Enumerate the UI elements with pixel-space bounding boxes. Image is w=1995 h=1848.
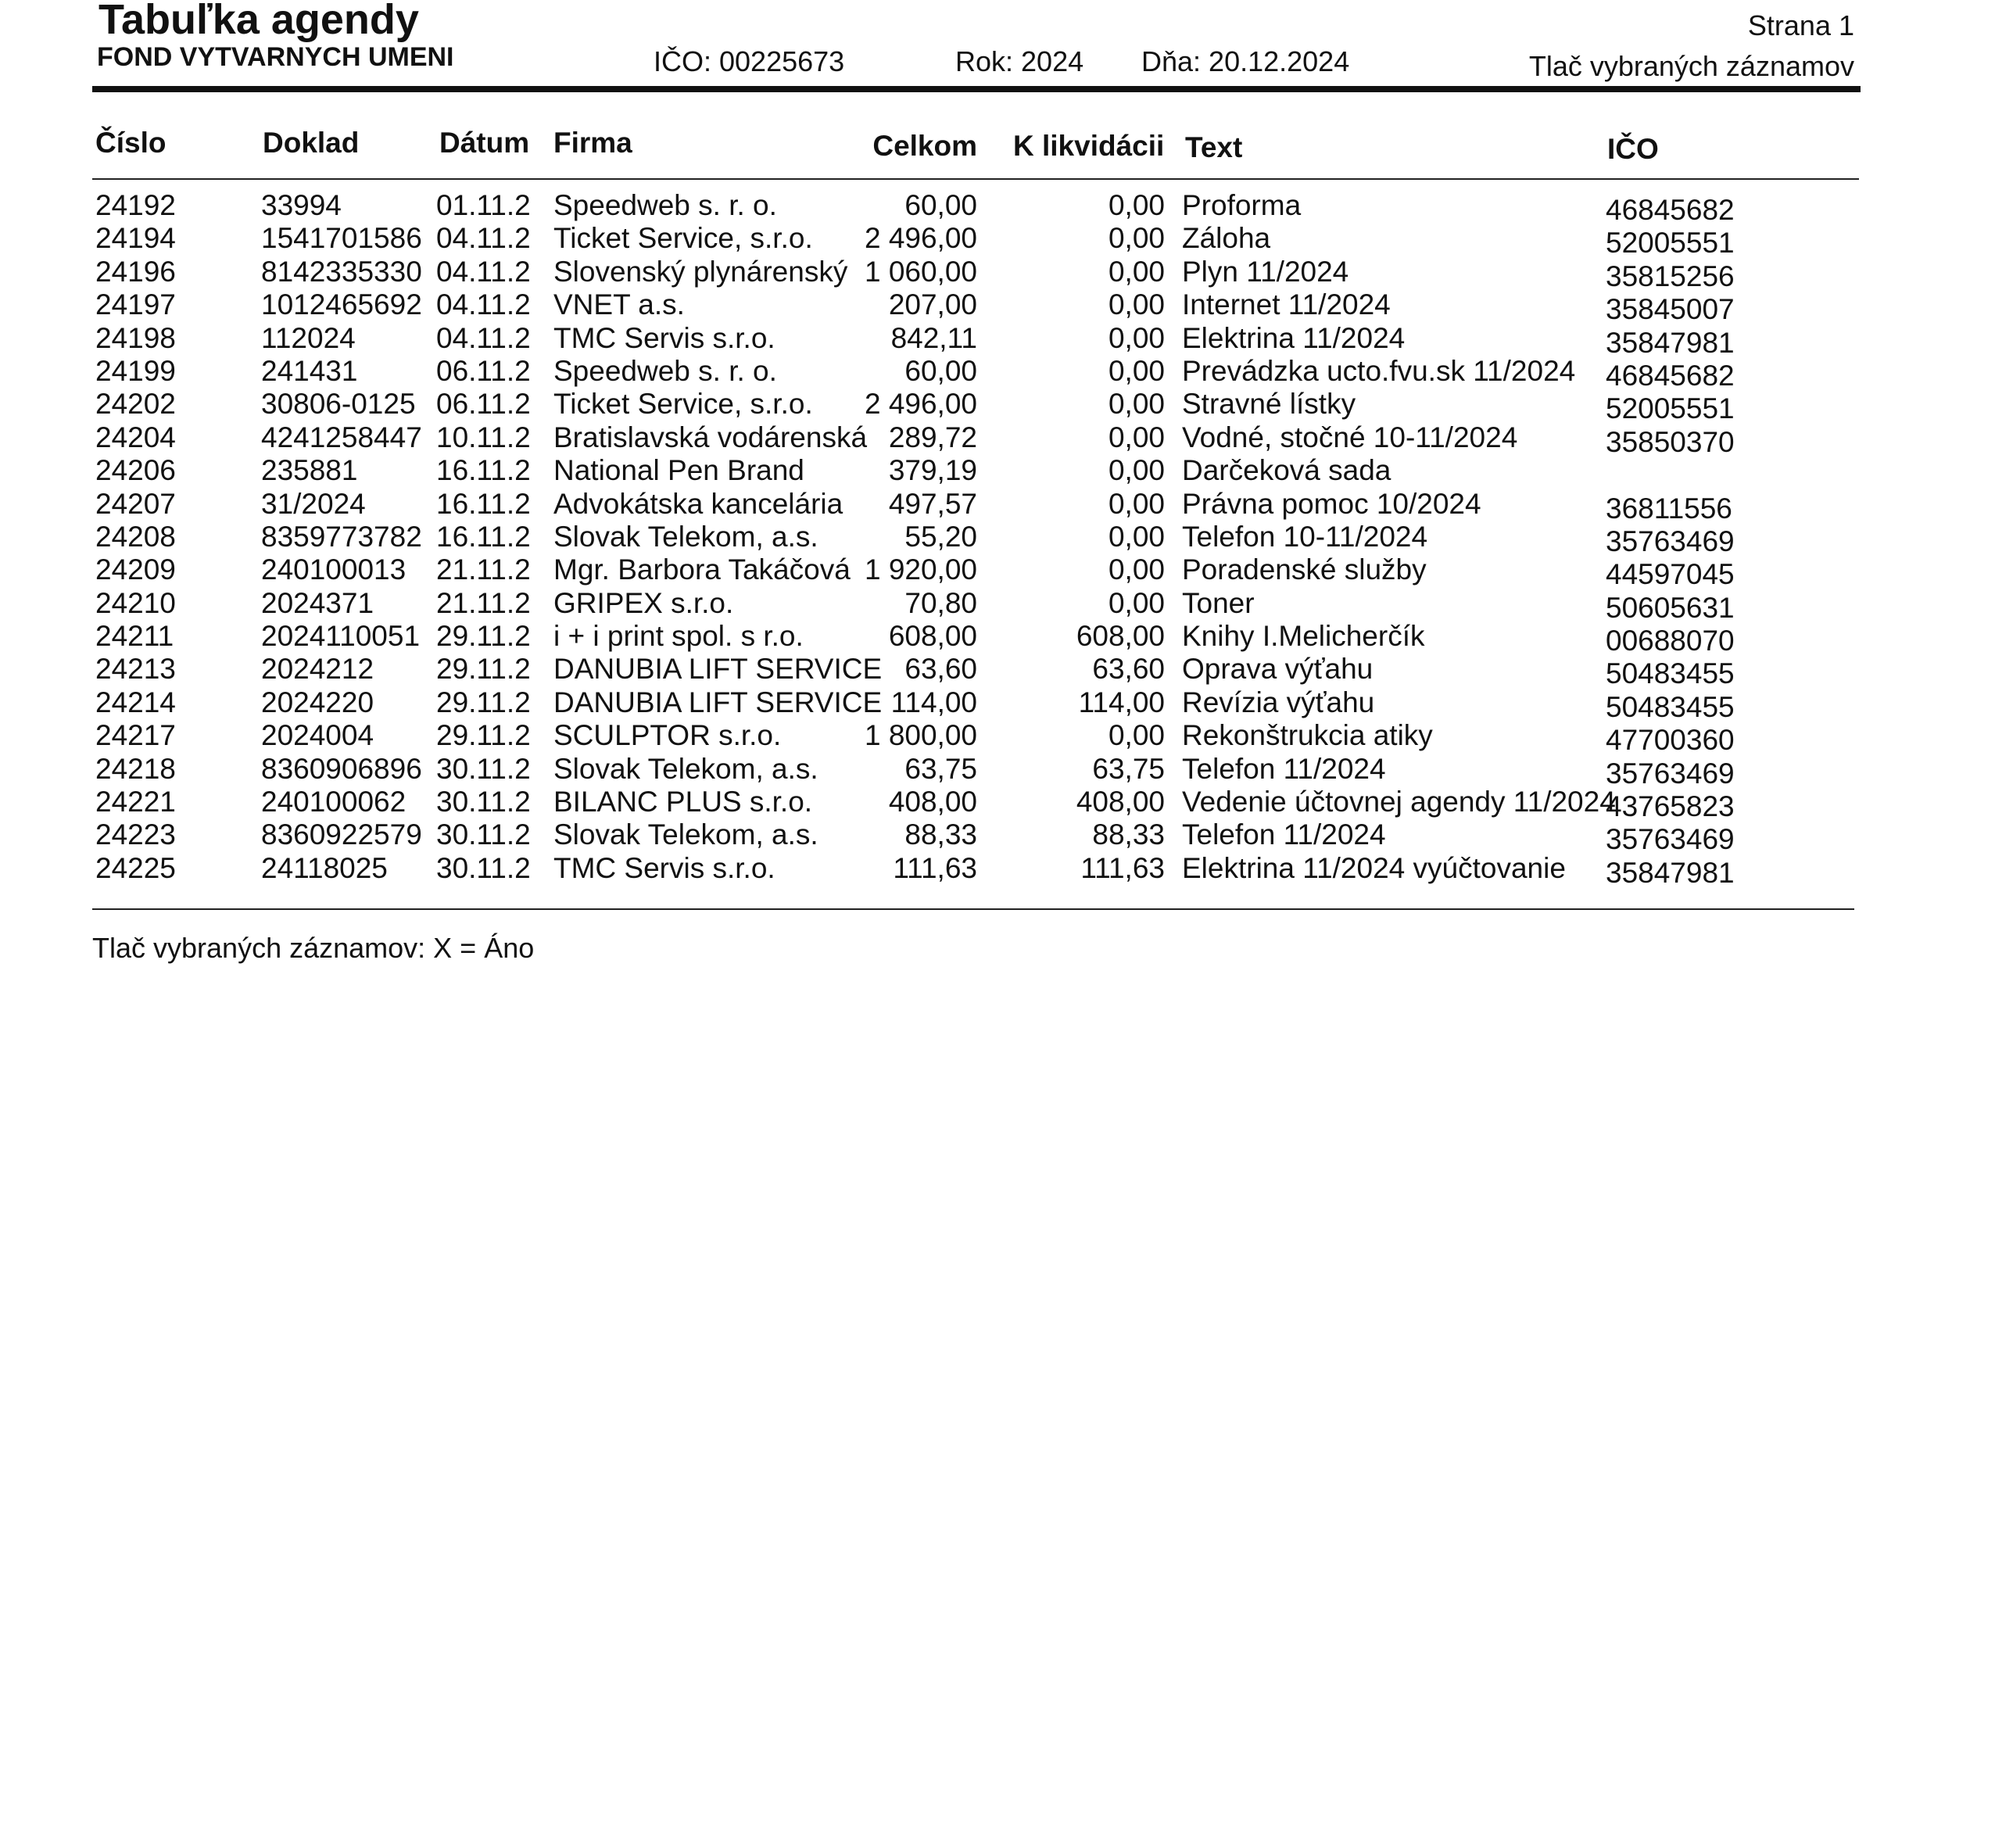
cell-celkom: 114,00 (890, 686, 977, 718)
cell-ico: 00688070 (1606, 625, 1735, 657)
cell-doklad: 2024004 (261, 719, 374, 752)
cell-ico: 35763469 (1606, 757, 1735, 790)
cell-text: Prevádzka ucto.fvu.sk 11/2024 (1182, 354, 1576, 387)
cell-celkom: 608,00 (888, 620, 977, 653)
cell-doklad: 240100013 (261, 553, 407, 586)
cell-ico: 52005551 (1606, 227, 1735, 260)
cell-ico: 36811556 (1606, 492, 1732, 525)
table-row (0, 222, 1995, 260)
table-row (0, 752, 1995, 790)
cell-doklad: 33994 (261, 189, 342, 221)
cell-ico: 35847981 (1606, 856, 1735, 889)
cell-doklad: 8360922579 (261, 818, 422, 851)
cell-k-likvidacii: 0,00 (1108, 454, 1165, 487)
cell-text: Elektrina 11/2024 (1182, 321, 1406, 354)
cell-celkom: 408,00 (888, 786, 977, 818)
cell-text: Právna pomoc 10/2024 (1182, 487, 1481, 520)
cell-ico: 44597045 (1606, 558, 1735, 591)
table-footer-divider (92, 908, 1854, 910)
cell-firma: SCULPTOR s.r.o. (553, 719, 782, 752)
table-row (0, 321, 1995, 359)
cell-cislo: 24207 (95, 487, 176, 520)
report-date: Dňa: 20.12.2024 (1141, 45, 1350, 77)
cell-cislo: 24204 (95, 421, 176, 453)
cell-firma: Advokátska kancelária (553, 487, 843, 520)
cell-k-likvidacii: 63,60 (1092, 653, 1165, 686)
cell-k-likvidacii: 0,00 (1108, 520, 1165, 553)
cell-datum: 30.11.2 (436, 818, 531, 851)
cell-datum: 16.11.2 (436, 520, 531, 553)
cell-doklad: 24118025 (261, 851, 388, 884)
cell-text: Internet 11/2024 (1182, 288, 1391, 321)
cell-doklad: 240100062 (261, 786, 407, 818)
cell-doklad: 8359773782 (261, 520, 422, 553)
cell-ico: 35763469 (1606, 525, 1735, 557)
column-header-text: Text (1185, 131, 1243, 163)
cell-firma: TMC Servis s.r.o. (553, 321, 775, 354)
cell-datum: 21.11.2 (436, 553, 531, 586)
cell-k-likvidacii: 0,00 (1108, 354, 1165, 387)
cell-k-likvidacii: 408,00 (1076, 786, 1165, 818)
cell-ico: 46845682 (1606, 194, 1735, 226)
cell-celkom: 2 496,00 (864, 388, 977, 421)
cell-text: Záloha (1182, 222, 1271, 255)
cell-cislo: 24221 (95, 786, 176, 818)
page-number: Strana 1 (1747, 9, 1854, 41)
cell-cislo: 24198 (95, 321, 176, 354)
cell-text: Oprava výťahu (1182, 653, 1374, 686)
table-row (0, 851, 1995, 889)
cell-doklad: 2024371 (261, 586, 374, 619)
cell-firma: Bratislavská vodárenská (553, 421, 868, 453)
cell-k-likvidacii: 0,00 (1108, 421, 1165, 453)
cell-text: Elektrina 11/2024 vyúčtovanie (1182, 851, 1566, 884)
cell-k-likvidacii: 0,00 (1108, 321, 1165, 354)
cell-firma: GRIPEX s.r.o. (553, 586, 734, 619)
table-row (0, 189, 1995, 226)
cell-text: Revízia výťahu (1182, 686, 1375, 718)
cell-cislo: 24213 (95, 653, 176, 686)
table-row (0, 818, 1995, 856)
cell-cislo: 24210 (95, 586, 176, 619)
cell-celkom: 289,72 (888, 421, 977, 453)
cell-ico: 43765823 (1606, 790, 1735, 823)
cell-celkom: 1 920,00 (864, 553, 977, 586)
cell-text: Plyn 11/2024 (1182, 255, 1349, 288)
cell-text: Poradenské služby (1182, 553, 1427, 586)
cell-firma: BILANC PLUS s.r.o. (553, 786, 813, 818)
table-row (0, 586, 1995, 624)
cell-celkom: 88,33 (904, 818, 977, 851)
cell-celkom: 60,00 (904, 189, 977, 221)
cell-datum: 06.11.2 (436, 388, 531, 421)
cell-doklad: 241431 (261, 354, 358, 387)
cell-doklad: 4241258447 (261, 421, 422, 453)
column-header-cislo: Číslo (95, 127, 167, 159)
table-row (0, 620, 1995, 657)
cell-firma: Ticket Service, s.r.o. (553, 222, 813, 255)
table-row (0, 487, 1995, 525)
cell-text: Stravné lístky (1182, 388, 1356, 421)
company-name: FOND VYTVARNYCH UMENI (97, 42, 454, 72)
column-header-firma: Firma (553, 127, 632, 159)
cell-text: Telefon 11/2024 (1182, 752, 1386, 785)
cell-firma: i + i print spol. s r.o. (553, 620, 804, 653)
cell-doklad: 31/2024 (261, 487, 366, 520)
cell-datum: 16.11.2 (436, 487, 531, 520)
cell-ico: 52005551 (1606, 392, 1735, 425)
cell-k-likvidacii: 111,63 (1080, 851, 1165, 884)
cell-datum: 10.11.2 (436, 421, 531, 453)
cell-datum: 04.11.2 (436, 321, 531, 354)
table-body (0, 189, 1995, 889)
table-row (0, 520, 1995, 557)
column-header-doklad: Doklad (263, 127, 360, 159)
table-row (0, 653, 1995, 690)
report-year: Rok: 2024 (955, 45, 1084, 77)
table-header-divider (92, 178, 1859, 180)
cell-firma: National Pen Brand (553, 454, 804, 487)
cell-datum: 16.11.2 (436, 454, 531, 487)
cell-cislo: 24199 (95, 354, 176, 387)
cell-doklad: 2024220 (261, 686, 374, 718)
cell-cislo: 24223 (95, 818, 176, 851)
cell-ico: 50605631 (1606, 591, 1735, 624)
table-row (0, 288, 1995, 326)
table-row (0, 553, 1995, 591)
cell-datum: 29.11.2 (436, 653, 531, 686)
cell-text: Toner (1182, 586, 1255, 619)
cell-k-likvidacii: 0,00 (1108, 288, 1165, 321)
cell-cislo: 24218 (95, 752, 176, 785)
cell-doklad: 1012465692 (261, 288, 422, 321)
cell-doklad: 8360906896 (261, 752, 422, 785)
cell-celkom: 1 060,00 (864, 255, 977, 288)
cell-ico: 47700360 (1606, 724, 1735, 757)
cell-firma: TMC Servis s.r.o. (553, 851, 775, 884)
cell-ico: 46845682 (1606, 359, 1735, 392)
cell-datum: 30.11.2 (436, 851, 531, 884)
cell-doklad: 235881 (261, 454, 358, 487)
cell-k-likvidacii: 88,33 (1092, 818, 1165, 851)
cell-k-likvidacii: 114,00 (1078, 686, 1165, 718)
cell-datum: 29.11.2 (436, 620, 531, 653)
cell-celkom: 207,00 (888, 288, 977, 321)
cell-text: Vedenie účtovnej agendy 11/2024 (1182, 786, 1616, 818)
cell-celkom: 842,11 (890, 321, 977, 354)
table-row (0, 786, 1995, 823)
cell-cislo: 24208 (95, 520, 176, 553)
cell-cislo: 24202 (95, 388, 176, 421)
cell-doklad: 30806-0125 (261, 388, 416, 421)
cell-datum: 29.11.2 (436, 719, 531, 752)
header-divider (92, 86, 1861, 92)
cell-cislo: 24217 (95, 719, 176, 752)
cell-doklad: 1541701586 (261, 222, 422, 255)
table-row (0, 388, 1995, 425)
cell-cislo: 24211 (95, 620, 174, 653)
cell-datum: 04.11.2 (436, 288, 531, 321)
cell-ico: 35850370 (1606, 425, 1735, 458)
cell-ico: 35815256 (1606, 260, 1735, 292)
cell-text: Rekonštrukcia atiky (1182, 719, 1433, 752)
cell-k-likvidacii: 0,00 (1108, 189, 1165, 221)
cell-cislo: 24194 (95, 222, 176, 255)
column-header-ico: IČO (1607, 133, 1659, 165)
table-row (0, 421, 1995, 458)
cell-k-likvidacii: 0,00 (1108, 487, 1165, 520)
cell-celkom: 63,60 (904, 653, 977, 686)
cell-text: Telefon 10-11/2024 (1182, 520, 1428, 553)
company-ico: IČO: 00225673 (654, 45, 845, 77)
cell-firma: Slovenský plynárenský (553, 255, 848, 288)
cell-cislo: 24209 (95, 553, 176, 586)
cell-k-likvidacii: 0,00 (1108, 255, 1165, 288)
print-selection-label: Tlač vybraných záznamov (1528, 50, 1854, 82)
cell-k-likvidacii: 0,00 (1108, 222, 1165, 255)
cell-celkom: 497,57 (888, 487, 977, 520)
cell-cislo: 24206 (95, 454, 176, 487)
cell-cislo: 24192 (95, 189, 176, 221)
cell-datum: 06.11.2 (436, 354, 531, 387)
cell-firma: Speedweb s. r. o. (553, 354, 777, 387)
cell-text: Vodné, stočné 10-11/2024 (1182, 421, 1518, 453)
cell-text: Telefon 11/2024 (1182, 818, 1386, 851)
cell-datum: 30.11.2 (436, 786, 531, 818)
table-row (0, 686, 1995, 723)
cell-k-likvidacii: 0,00 (1108, 719, 1165, 752)
cell-ico: 35847981 (1606, 326, 1735, 359)
cell-k-likvidacii: 0,00 (1108, 388, 1165, 421)
cell-cislo: 24197 (95, 288, 176, 321)
cell-firma: DANUBIA LIFT SERVICE (553, 653, 883, 686)
report-title: Tabuľka agendy (98, 0, 419, 43)
cell-ico: 50483455 (1606, 690, 1735, 723)
column-header-datum: Dátum (439, 127, 530, 159)
cell-celkom: 55,20 (904, 520, 977, 553)
cell-datum: 29.11.2 (436, 686, 531, 718)
cell-text: Darčeková sada (1182, 454, 1391, 487)
cell-k-likvidacii: 0,00 (1108, 553, 1165, 586)
table-row (0, 719, 1995, 757)
cell-firma: Speedweb s. r. o. (553, 189, 777, 221)
cell-datum: 04.11.2 (436, 222, 531, 255)
cell-cislo: 24214 (95, 686, 176, 718)
cell-doklad: 2024110051 (261, 620, 421, 653)
cell-firma: VNET a.s. (553, 288, 685, 321)
cell-firma: Slovak Telekom, a.s. (553, 752, 818, 785)
cell-celkom: 2 496,00 (864, 222, 977, 255)
cell-firma: DANUBIA LIFT SERVICE (553, 686, 883, 718)
cell-doklad: 8142335330 (261, 255, 422, 288)
cell-text: Knihy I.Melicherčík (1182, 620, 1425, 653)
table-row (0, 454, 1995, 487)
cell-k-likvidacii: 63,75 (1092, 752, 1165, 785)
cell-k-likvidacii: 608,00 (1076, 620, 1165, 653)
cell-celkom: 111,63 (893, 851, 977, 884)
table-row (0, 354, 1995, 392)
cell-datum: 01.11.2 (436, 189, 531, 221)
cell-celkom: 379,19 (888, 454, 977, 487)
cell-ico: 35845007 (1606, 293, 1735, 326)
footer-note: Tlač vybraných záznamov: X = Áno (92, 932, 535, 964)
cell-celkom: 70,80 (904, 586, 977, 619)
cell-datum: 04.11.2 (436, 255, 531, 288)
cell-text: Proforma (1182, 189, 1302, 221)
cell-firma: Ticket Service, s.r.o. (553, 388, 813, 421)
cell-doklad: 2024212 (261, 653, 374, 686)
column-header-celkom: Celkom (872, 130, 977, 162)
cell-firma: Slovak Telekom, a.s. (553, 520, 818, 553)
table-row (0, 255, 1995, 292)
cell-cislo: 24196 (95, 255, 176, 288)
column-header-k-likvidacii: K likvidácii (1013, 130, 1165, 162)
cell-datum: 21.11.2 (436, 586, 531, 619)
cell-k-likvidacii: 0,00 (1108, 586, 1165, 619)
cell-firma: Slovak Telekom, a.s. (553, 818, 818, 851)
cell-firma: Mgr. Barbora Takáčová (553, 553, 851, 586)
cell-celkom: 1 800,00 (864, 719, 977, 752)
cell-celkom: 60,00 (904, 354, 977, 387)
cell-doklad: 112024 (261, 321, 356, 354)
cell-celkom: 63,75 (904, 752, 977, 785)
cell-cislo: 24225 (95, 851, 176, 884)
cell-ico: 50483455 (1606, 657, 1735, 690)
cell-datum: 30.11.2 (436, 752, 531, 785)
cell-ico: 35763469 (1606, 823, 1735, 856)
